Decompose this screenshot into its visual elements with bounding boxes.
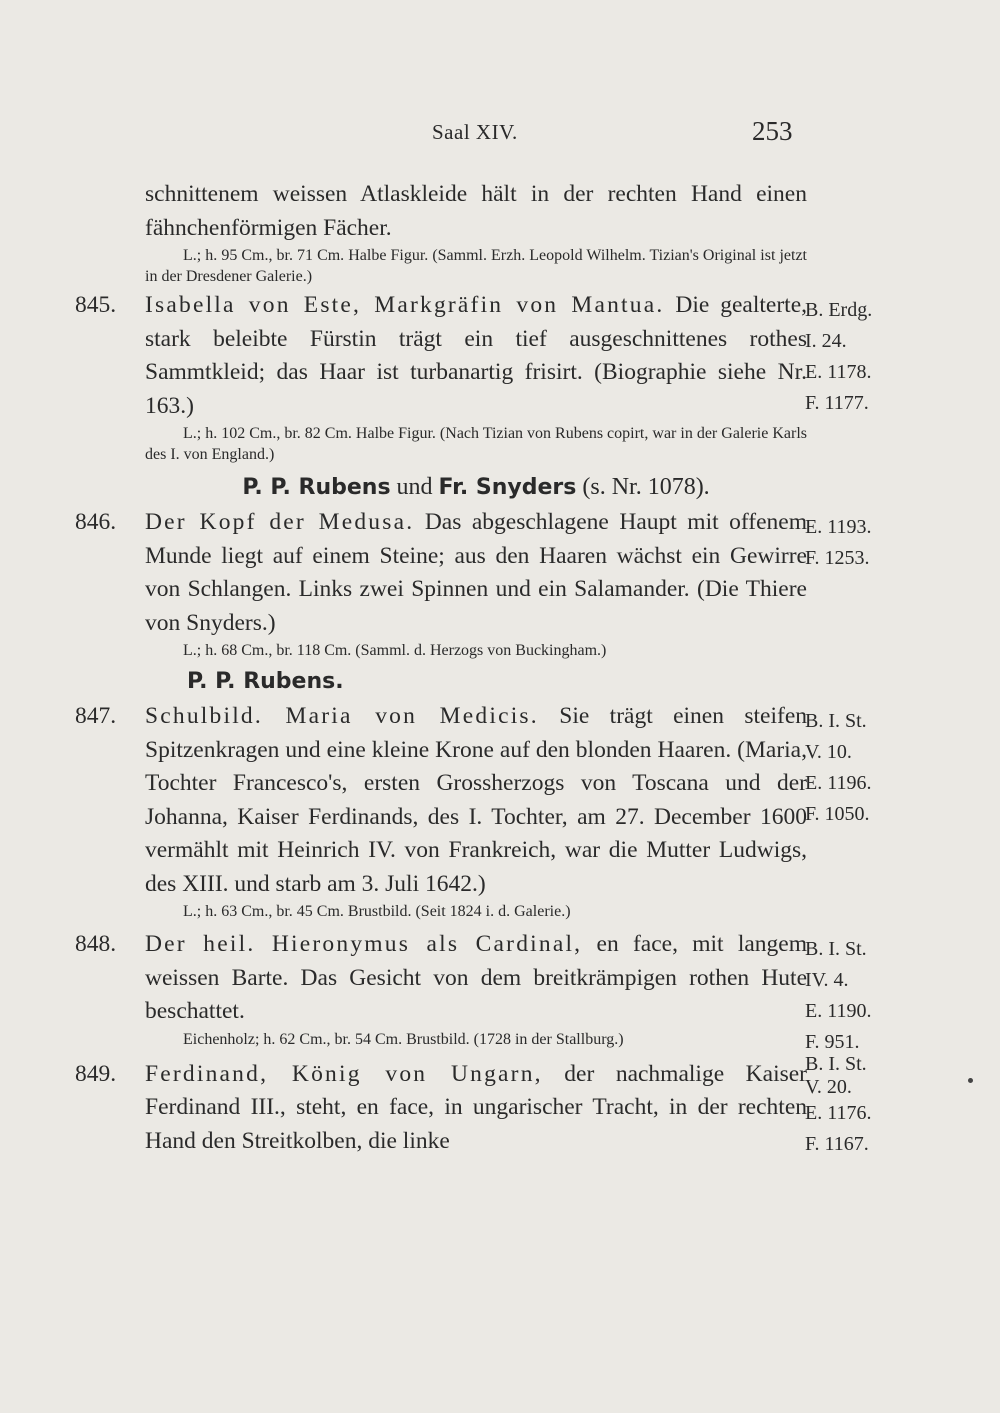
side-ref: B. I. St. bbox=[805, 710, 867, 732]
entry-title: Der Kopf der Medusa. bbox=[145, 509, 415, 535]
entry-number: 849. bbox=[75, 1060, 117, 1087]
side-ref: B. I. St. bbox=[805, 1052, 867, 1075]
entry-text: Die gealterte, stark beleibte Fürstin trägt ein tief ausgeschnittenes rothes Sammtkleid; das Haar ist turbanartig frisirt. (Biographie siehe Nr. 163.) bbox=[145, 292, 807, 419]
entry-text: en face, mit langem weissen Barte. Das Gesicht von dem breitkrämpigen rothen Hute beschattet. bbox=[145, 931, 807, 1024]
entry-side-refs bbox=[805, 706, 925, 830]
entry-title: Schulbild. Maria von Medicis. bbox=[145, 703, 539, 729]
side-ref: E. 1178. bbox=[805, 361, 872, 383]
artist-name: Fr. Snyders bbox=[438, 475, 577, 500]
entry-text: der nachmalige Kaiser Ferdinand III., steht, en face, in ungarischer Tracht, in der rechten Hand den Streitkolben, die linke bbox=[145, 1060, 808, 1154]
entry-text: Sie trägt einen steifen Spitzenkragen und eine kleine Krone auf den blonden Haaren. (Maria, Tochter Francesco's, ersten Grossherzogs von Toscana und der Johanna, Kaiser Ferdinands, des I. Tochter, am 27. December 1600 vermählt mit Heinrich IV. von Frankreich, war die Mutter Ludwigs, des XIII. und starb am 3. Juli 1642.) bbox=[145, 703, 808, 897]
side-ref: V. 20. bbox=[805, 1075, 852, 1098]
speck-mark bbox=[968, 1078, 973, 1083]
entry-note: L.; h. 102 Cm., br. 82 Cm. Halbe Figur. (Nach Tizian von Rubens copirt, war in der Galerie Karls des I. von England.) bbox=[145, 425, 807, 463]
entry-title: Der heil. Hieronymus als Cardinal, bbox=[145, 931, 583, 957]
entry-side-refs bbox=[805, 512, 925, 574]
page-number: 253 bbox=[752, 116, 793, 146]
entry-number: 848. bbox=[75, 931, 117, 957]
entry-848 bbox=[75, 928, 872, 1053]
side-ref: E. 1176. bbox=[805, 1101, 872, 1124]
entry-847 bbox=[75, 700, 872, 922]
side-ref: B. I. St. bbox=[805, 938, 867, 960]
intro-paragraph: schnittenem weissen Atlaskleide hält in der rechten Hand einen fähnchenförmigen Fächer. bbox=[145, 181, 807, 241]
artist-heading bbox=[145, 663, 807, 700]
artist-ref: (s. Nr. 1078). bbox=[582, 474, 710, 500]
entry-note: L.; h. 68 Cm., br. 118 Cm. (Samml. d. Herzogs von Buckingham.) bbox=[183, 642, 607, 659]
entry-side-refs bbox=[805, 295, 925, 419]
side-ref: E. 1196. bbox=[805, 772, 872, 794]
entry-title: Ferdinand, König von Ungarn, bbox=[145, 1060, 543, 1087]
side-ref: F. 1167. bbox=[805, 1132, 869, 1155]
artist-name: P. P. Rubens. bbox=[187, 669, 344, 694]
entry-text: Das abgeschlagene Haupt mit offenem Munde liegt auf einem Steine; aus den Haaren wächst ein Gewirre von Schlangen. Links zwei Spinnen und ein Salamander. (Die Thiere von Snyders.) bbox=[145, 509, 807, 636]
side-ref: V. 10. bbox=[805, 741, 852, 763]
side-ref: F. 951. bbox=[805, 1031, 860, 1053]
entry-846 bbox=[75, 506, 872, 661]
side-ref: E. 1193. bbox=[805, 516, 872, 538]
entry-note: Eichenholz; h. 62 Cm., br. 54 Cm. Brustbild. (1728 in der Stallburg.) bbox=[183, 1030, 624, 1048]
side-ref: E. 1190. bbox=[805, 1000, 872, 1022]
entry-number: 847. bbox=[75, 703, 117, 729]
entry-number: 846. bbox=[75, 509, 117, 535]
page-header-title: Saal XIV. bbox=[432, 120, 518, 144]
main-text bbox=[75, 178, 873, 1158]
artist-heading bbox=[145, 469, 807, 506]
intro-note: L.; h. 95 Cm., br. 71 Cm. Halbe Figur. (Samml. Erzh. Leopold Wilhelm. Tizian's Original ist jetzt in der Dresdener Galerie.) bbox=[145, 247, 807, 285]
artist-name: P. P. Rubens bbox=[242, 475, 391, 500]
entry-number: 845. bbox=[75, 292, 117, 318]
side-ref: B. Erdg. bbox=[805, 299, 873, 321]
side-ref: F. 1050. bbox=[805, 803, 870, 825]
entry-side-refs bbox=[805, 1052, 925, 1160]
entry-849 bbox=[75, 1052, 872, 1159]
side-ref: I. 24. bbox=[805, 330, 847, 352]
entry-title: Isabella von Este, Markgräfin von Mantua. bbox=[145, 292, 665, 318]
entry-845 bbox=[75, 289, 873, 465]
artist-connector: und bbox=[396, 474, 433, 500]
side-ref: F. 1177. bbox=[805, 392, 869, 414]
entry-side-refs bbox=[805, 934, 925, 1058]
entry-note: L.; h. 63 Cm., br. 45 Cm. Brustbild. (Seit 1824 i. d. Galerie.) bbox=[183, 903, 571, 920]
side-ref: IV. 4. bbox=[805, 969, 849, 991]
side-ref: F. 1253. bbox=[805, 547, 870, 569]
